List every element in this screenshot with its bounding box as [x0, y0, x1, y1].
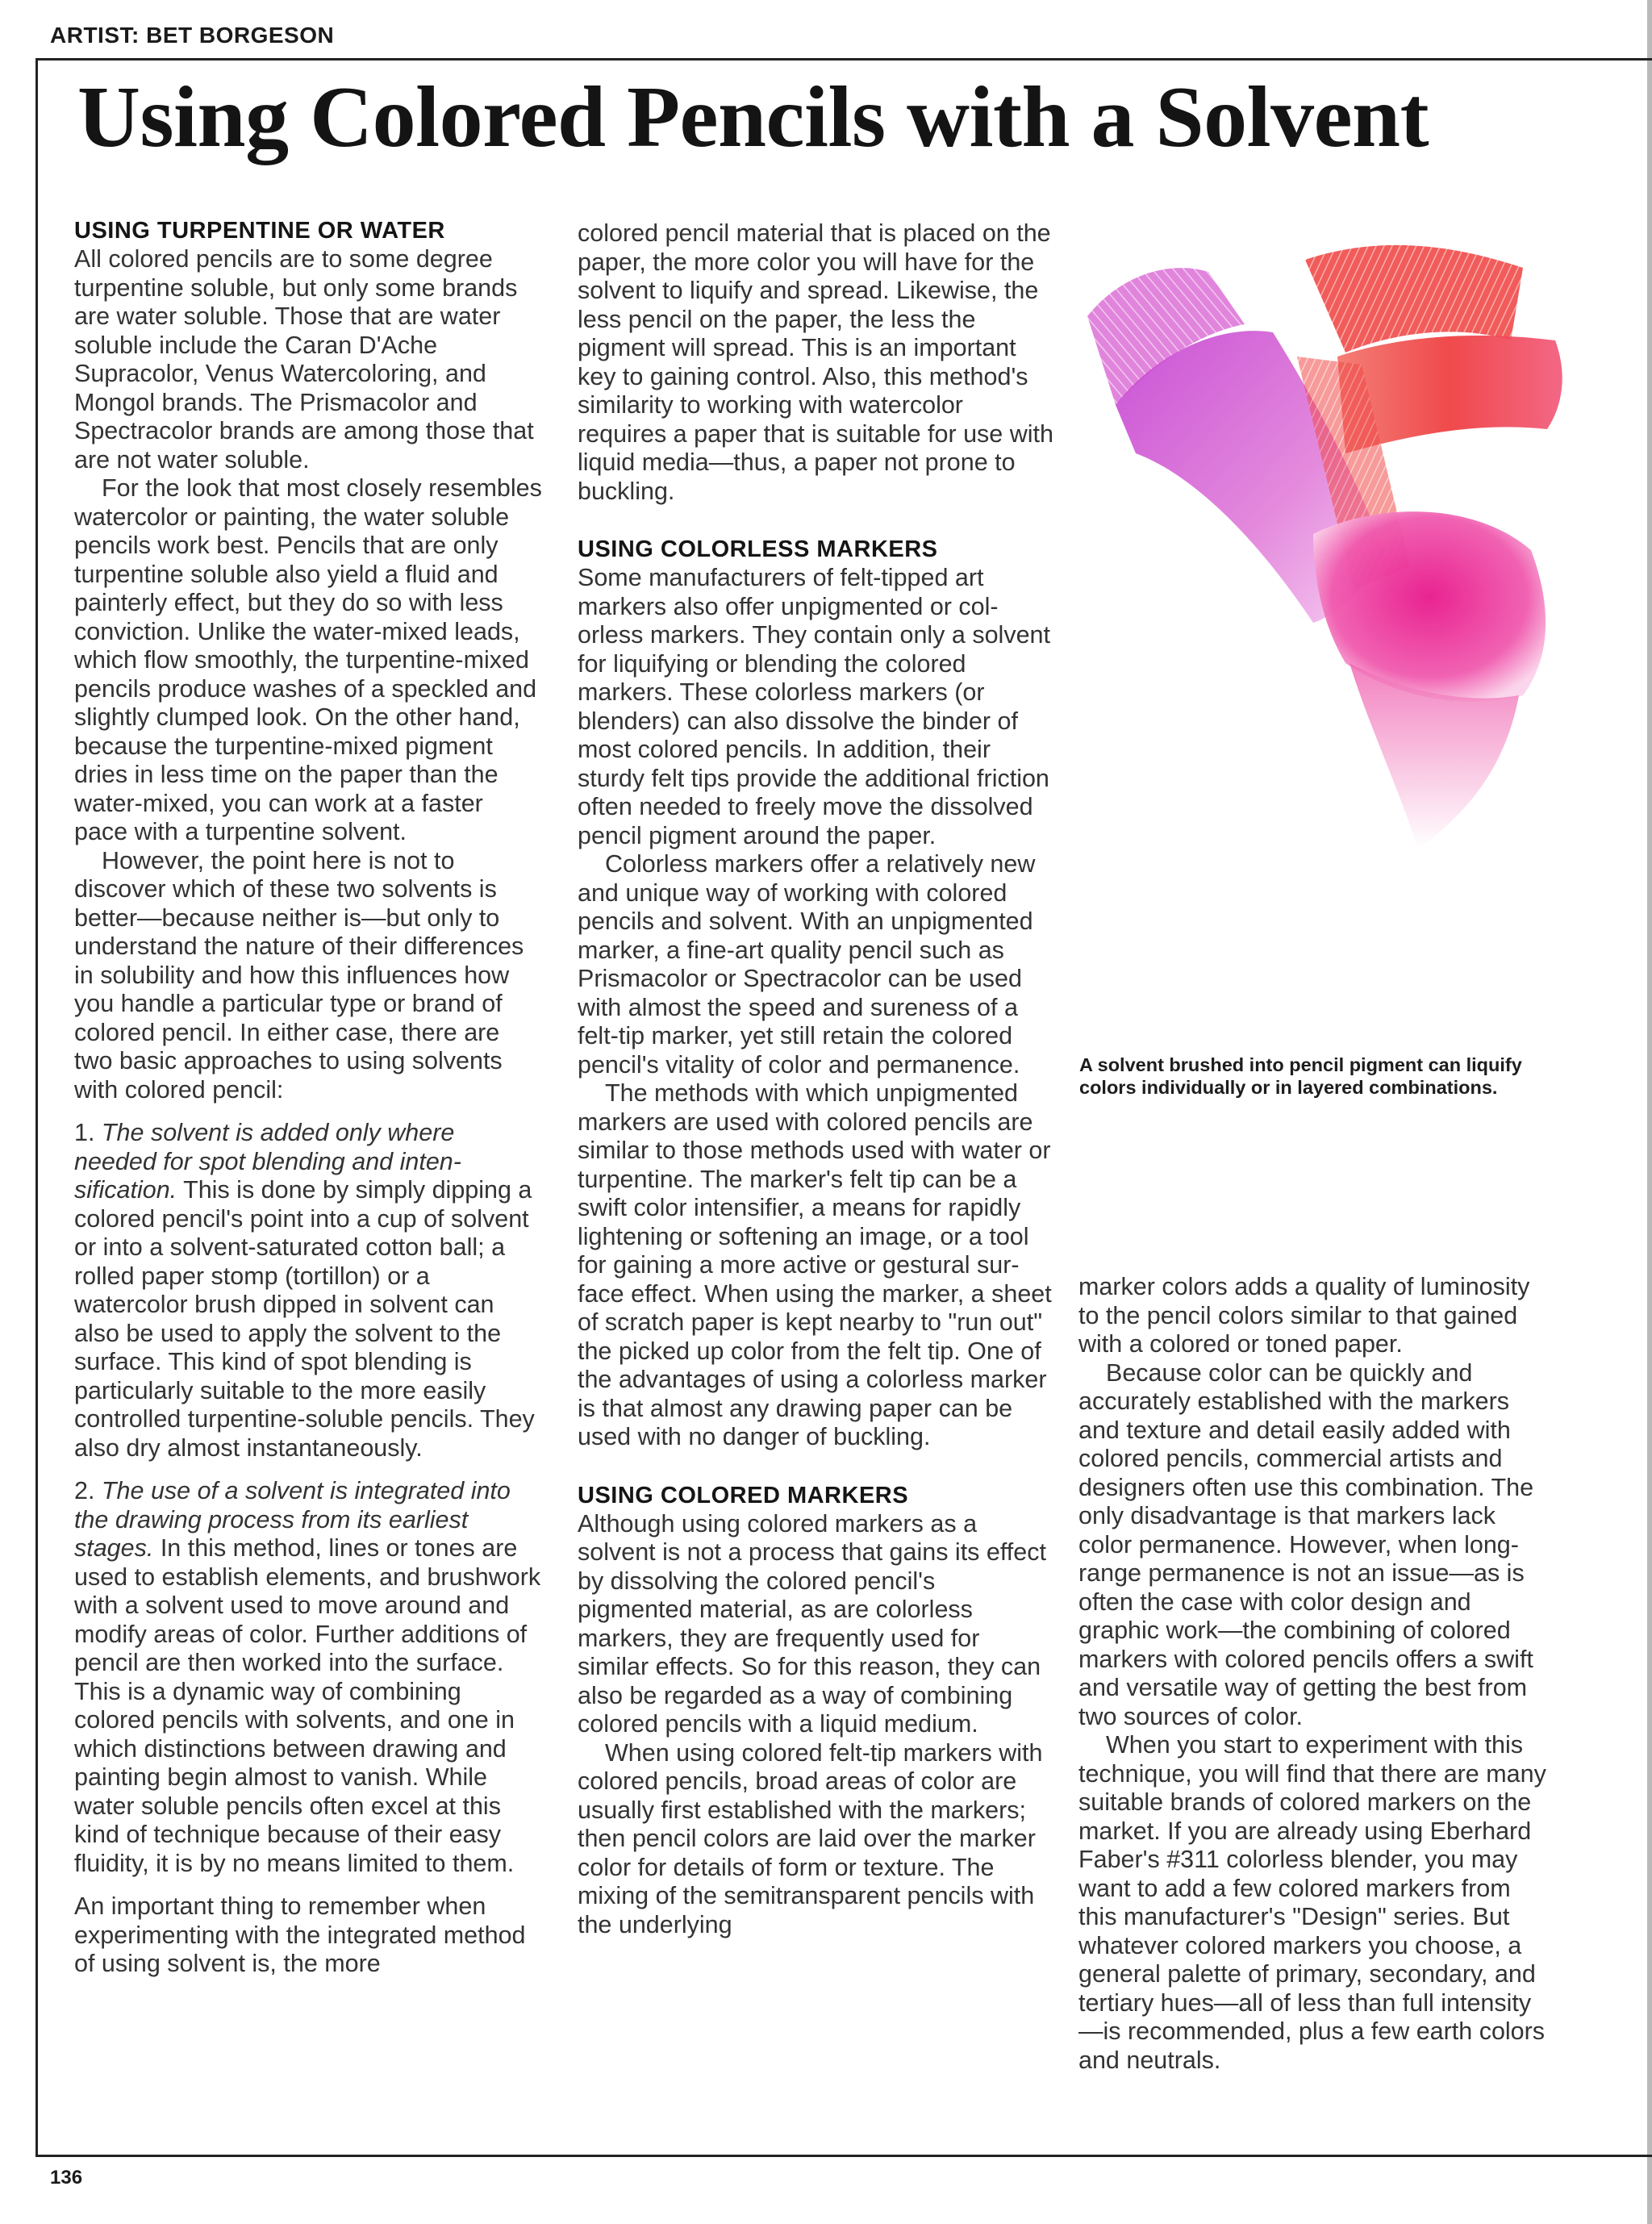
paragraph: Although using colored markers as a solvent is not a process that gains its effect by dissolving the colored pencil's pigmented material, as are colorless markers, they are frequently used for similar effects. So for this reason, they can also be regarded as a way of combining colored pencils with a liquid medium. [578, 1509, 1046, 1738]
item-number: 2. [74, 1477, 95, 1504]
paragraph: When using colored felt-tip markers with colored pencils, broad areas of color are usually first established with the markers; then pencil colors are laid over the marker color for details of form or texture. The mixing of the semitransparent pencils with the underlying [578, 1738, 1043, 1938]
numbered-item-1 [74, 1119, 542, 1462]
paragraph: However, the point here is not to discover which of these two solvents is better—because neither is—but only to understand the nature of their differences in solubility and how this influences how you handle a particular type or brand of colored pencil. In either case, there are two basic approaches to using solvents with colored pencil: [74, 846, 524, 1104]
section-heading-turpentine-water: USING TURPENTINE OR WATER [74, 218, 445, 244]
paragraph: Some manufacturers of felt-tipped art markers also offer unpigmented or colorless markers. They contain only a solvent for liquifying or blending the colored markers. These colorless markers (or blenders) can also dissolve the binder of most colored pencils. In addition, their sturdy felt tips provide the additional friction often needed to freely move the dissolved pencil pigment around the paper. [578, 564, 1050, 849]
paragraph: Colorless markers offer a relatively new and unique way of working with colored pencils and solvent. With an unpigmented marker, a fine-art quality pencil such as Prismacolor or Spectracolor can be used with almost the speed and sureness of a felt-tip marker, yet still retain the colored pencil's vitality of color and permanence. [578, 850, 1036, 1079]
item-lead-italic: The use of a solvent is integrated into the drawing process from its earliest stages. [74, 1477, 511, 1562]
paragraph: An important thing to remember when experimenting with the integrated method of using solvent is, the more [74, 1892, 526, 1977]
figure-caption: A solvent brushed into pencil pigment can liquify colors individually or in layered combinations. [1079, 1054, 1522, 1098]
paragraph: colored pencil material that is placed on the paper, the more color you will have for the solvent to liquify and spread. Likewise, the less pencil on the paper, the less the pigment will spread. This is an important key to gaining control. Also, this method's similarity to working with watercolor requires a paper that is suitable for use with liquid media—thus, a paper not prone to buckling. [578, 219, 1053, 505]
page-number: 136 [50, 2167, 83, 2189]
page-title: Using Colored Pencils with a Solvent [77, 69, 1429, 165]
paragraph: When you start to experiment with this technique, you will find that there are many suitable brands of colored markers on the market. If you are already using Eberhard Faber's #311 colorless blender, you may want to add a few colored markers from this manufacturer's "Design" series. But whatever colored markers you choose, a general palette of primary, secondary, and tertiary hues—all of less than full intensity—is recommended, plus a few earth colors and neutrals. [1078, 1731, 1546, 2074]
section-heading-colored-markers: USING COLORED MARKERS [578, 1482, 909, 1508]
pink-wash-stroke [1313, 511, 1546, 702]
item-body: In this method, lines or tones are used to establish elements, and brushwork with a solvent used to move around and modify areas of color. Further additions of pencil are then worked into the surface. This is a dynamic way of combining colored pencils with solvents, and one in which distinctions between drawing and painting begin almost to vanish. While water soluble pencils often excel at this kind of technique because of their easy fluidity, it is by no means limited to them. [74, 1534, 541, 1877]
item-lead-italic: The solvent is added only where needed for spot blending and intensification. [74, 1119, 461, 1204]
numbered-item-2 [74, 1477, 542, 1878]
section-heading-colorless-markers: USING COLORLESS MARKERS [578, 536, 938, 562]
paragraph: The methods with which unpigmented markers are used with colored pencils are similar to those methods used with water or turpentine. The marker's felt tip can be a swift color intensifier, a means for rapidly lightening or softening an image, or a tool for gaining a more active or gestural surface effect. When using the marker, a sheet of scratch paper is kept nearby to "run out" the picked up color from the felt tip. One of the advantages of using a colorless marker is that almost any drawing paper can be used with no danger of buckling. [578, 1079, 1052, 1450]
paragraph: marker colors adds a quality of luminosity to the pencil colors similar to that gained with a colored or toned paper. [1078, 1273, 1530, 1358]
column-3 [1078, 1273, 1546, 2075]
artist-credit: ARTIST: BET BORGESON [50, 23, 335, 48]
paragraph: For the look that most closely resembles watercolor or painting, the water soluble pencils work best. Pencils that are only turpentine soluble also yield a fluid and painterly effect, but they do so with less conviction. Unlike the water-mixed leads, which flow smoothly, the turpentine-mixed pencils produce washes of a speckled and slightly clumped look. On the other hand, because the turpentine-mixed pigment dries in less time on the paper than the water-mixed, you can work at a faster pace with a turpentine solvent. [74, 474, 542, 845]
colored-pencil-solvent-illustration [1071, 211, 1587, 986]
column-2 [578, 219, 1053, 1939]
paragraph: All colored pencils are to some degree turpentine soluble, but only some brands are water soluble. Those that are water soluble include the Caran D'Ache Supracolor, Venus Watercoloring, and Mongol brands. The Prismacolor and Spectracolor brands are among those that are not water soluble. [74, 245, 534, 474]
item-number: 1. [74, 1119, 95, 1146]
paragraph: Because color can be quickly and accurately established with the markers and texture and detail easily added with colored pencils, commercial artists and designers often use this combination. The only disadvantage is that markers lack color permanence. However, when long-range permanence is not an issue—as is often the case with color design and graphic work—the combining of colored markers with colored pencils offers a swift and versatile way of getting the best from two sources of color. [1078, 1358, 1534, 1730]
item-body: This is done by simply dipping a colored pencil's point into a cup of solvent or into a solvent-saturated cotton ball; a rolled paper stomp (tortillon) or a watercolor brush dipped in solvent can also be used to apply the solvent to the surface. This kind of spot blending is particularly suitable to the more easily controlled turpentine-soluble pencils. They also dry almost instantaneously. [74, 1176, 535, 1462]
column-1 [74, 216, 542, 1979]
